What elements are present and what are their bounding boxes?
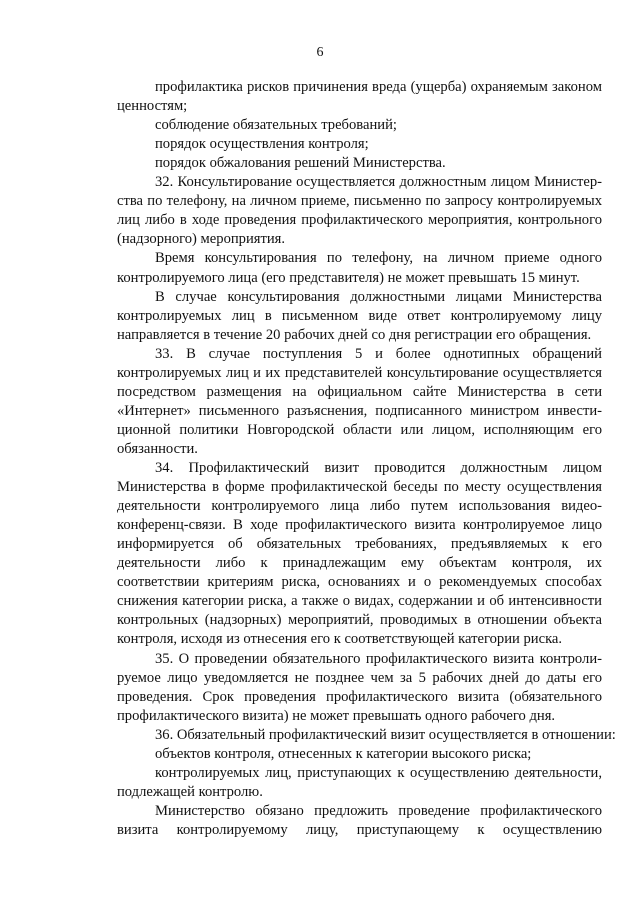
text-line: порядок обжалования решений Министерства. (155, 155, 446, 172)
text-line: объектов контроля, отнесенных к категории высокого риска; (155, 745, 532, 762)
text-line: проведения. Срок проведения профилактического визита (обязательного (117, 688, 602, 705)
text-line: лиц либо в ходе проведения профилактического мероприятия, контрольного (117, 212, 602, 229)
text-line: конференц-связи. В ходе профилактического визита контролируемое лицо (117, 517, 602, 534)
text-line: профилактического визита) не может превышать одного рабочего дня. (117, 707, 556, 724)
text-line: деятельности либо к принадлежащим ему объектам контроля, их (117, 555, 602, 572)
text-line: ства по телефону, на личном приеме, письменно по запросу контролируемых (117, 193, 602, 210)
text-line: подлежащей контролю. (117, 783, 263, 800)
text-line: (надзорного) мероприятия. (117, 231, 286, 248)
text-line: контрольных (надзорных) мероприятий, проводимых в отношении объекта (117, 612, 602, 629)
text-line: контролируемых лиц в письменном виде ответ контролируемому лицу (117, 307, 602, 324)
text-line: деятельности контролируемого лица либо путем использования видео- (117, 498, 602, 515)
text-line: информируется об обязательных требованиях, предъявляемых к его (117, 536, 602, 553)
text-line: 35. О проведении обязательного профилактического визита контроли- (155, 650, 602, 667)
text-line: руемое лицо уведомляется не позднее чем за 5 рабочих дней до даты его (117, 669, 602, 686)
text-line: снижения категории риска, а также о видах, содержании и об интенсивности (117, 593, 602, 610)
text-line: порядок осуществления контроля; (155, 136, 369, 153)
text-line: ционной политики Новгородской области или лицом, исполняющим его (117, 421, 602, 438)
text-line: обязанности. (117, 440, 198, 457)
text-line: контролируемого лица (его представителя) не может превышать 15 минут. (117, 269, 580, 286)
text-line: 33. В случае поступления 5 и более однотипных обращений (155, 345, 602, 362)
text-line: посредством размещения на официальном сайте Министерства в сети (117, 383, 602, 400)
text-line: визита контролируемому лицу, приступающему к осуществлению (117, 821, 602, 838)
text-line: профилактика рисков причинения вреда (ущерба) охраняемым законом (155, 79, 602, 95)
text-line: ценностям; (117, 98, 188, 115)
text-line: «Интернет» письменного разъяснения, подписанного министром инвести- (117, 402, 602, 419)
text-line: контроля, исходя из отнесения его к соответствующей категории риска. (117, 631, 563, 648)
text-line: 32. Консультирование осуществляется должностным лицом Министер- (155, 174, 602, 191)
text-line: 34. Профилактический визит проводится должностным лицом (155, 460, 602, 476)
text-line: Министерство обязано предложить проведение профилактического (155, 802, 602, 819)
text-line: соблюдение обязательных требований; (155, 117, 397, 134)
text-line: контролируемых лиц и их представителей консультирование осуществляется (117, 364, 602, 381)
text-line: Время консультирования по телефону, на личном приеме одного (155, 250, 602, 267)
text-line: направляется в течение 20 рабочих дней со дня регистрации его обращения. (117, 326, 592, 343)
page-number: 6 (316, 45, 324, 60)
text-line: контролируемых лиц, приступающих к осуществлению деятельности, (155, 764, 602, 781)
text-line: В случае консультирования должностными лицами Министерства (155, 288, 602, 305)
text-line: соответствии критериям риска, основаниях и о рекомендуемых способах (117, 574, 602, 591)
text-line: 36. Обязательный профилактический визит осуществляется в отношении: (155, 726, 616, 743)
text-line: Министерства в форме профилактической беседы по месту осуществления (117, 479, 602, 496)
